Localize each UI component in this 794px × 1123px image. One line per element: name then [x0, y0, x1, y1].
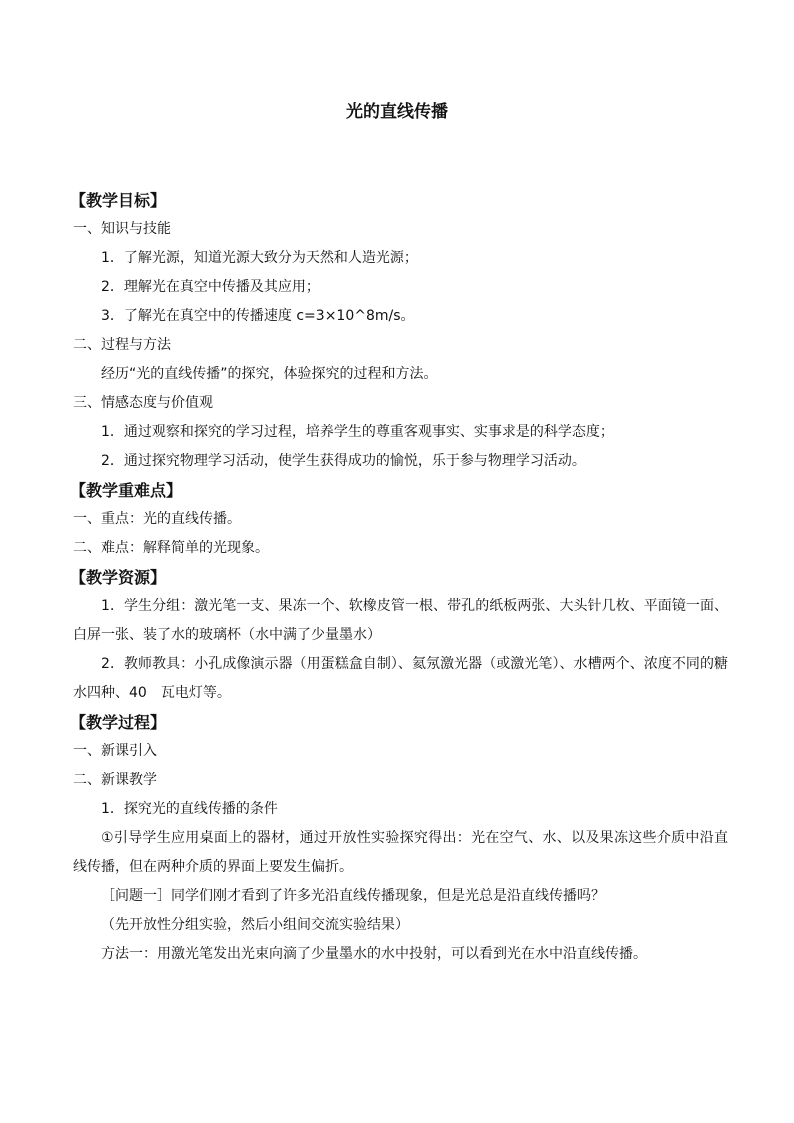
attitude-item: 2．通过探究物理学习活动，使学生获得成功的愉悦，乐于参与物理学习活动。 — [101, 453, 586, 469]
resource-paragraph-students: 1．学生分组：激光笔一支、果冻一个、软橡皮管一根、带孔的纸板两张、大头针几枚、平面镜一面、白屏一张、装了水的玻璃杯（水中满了少量墨水） — [73, 598, 728, 643]
section-heading-key-points: 【教学重难点】 — [70, 481, 183, 500]
key-point-line: 一、重点：光的直线传播。 — [73, 511, 241, 527]
subheading-attitude: 三、情感态度与价值观 — [73, 395, 213, 411]
question-paragraph: ［问题一］同学们刚才看到了许多光沿直线传播现象，但是光总是沿直线传播吗？ — [101, 888, 605, 904]
objective-item: 1．了解光源，知道光源大致分为天然和人造光源； — [101, 250, 418, 266]
section-heading-process: 【教学过程】 — [70, 713, 167, 732]
attitude-item: 1．通过观察和探究的学习过程，培养学生的尊重客观事实、实事求是的科学态度； — [101, 424, 614, 440]
process-substep: 1．探究光的直线传播的条件 — [101, 801, 278, 817]
process-paragraph: 经历“光的直线传播”的探究，体验探究的过程和方法。 — [101, 366, 438, 382]
section-heading-resources: 【教学资源】 — [70, 568, 167, 587]
process-step-teaching: 二、新课教学 — [73, 772, 157, 788]
section-heading-objectives: 【教学目标】 — [70, 191, 167, 210]
method-paragraph: 方法一：用激光笔发出光束向滴了少量墨水的水中投射，可以看到光在水中沿直线传播。 — [101, 946, 647, 962]
resource-paragraph-teacher: 2．教师教具：小孔成像演示器（用蛋糕盒自制）、氦氖激光器（或激光笔）、水槽两个、浓度不同的糖水四种、40 瓦电灯等。 — [73, 656, 728, 701]
objective-item: 3．了解光在真空中的传播速度 c=3×10^8m/s。 — [101, 308, 415, 324]
note-paragraph: （先开放性分组实验，然后小组间交流实验结果） — [101, 917, 409, 933]
subheading-knowledge: 一、知识与技能 — [73, 221, 171, 237]
page-title: 光的直线传播 — [346, 102, 448, 122]
objective-item: 2．理解光在真空中传播及其应用； — [101, 279, 320, 295]
subheading-process: 二、过程与方法 — [73, 337, 171, 353]
process-step-intro: 一、新课引入 — [73, 743, 157, 759]
document-body — [70, 186, 728, 969]
process-paragraph: ①引导学生应用桌面上的器材，通过开放性实验探究得出：光在空气、水、以及果冻这些介质中沿直线传播，但在两种介质的界面上要发生偏折。 — [73, 830, 728, 875]
difficulty-line: 二、难点：解释简单的光现象。 — [73, 540, 269, 556]
